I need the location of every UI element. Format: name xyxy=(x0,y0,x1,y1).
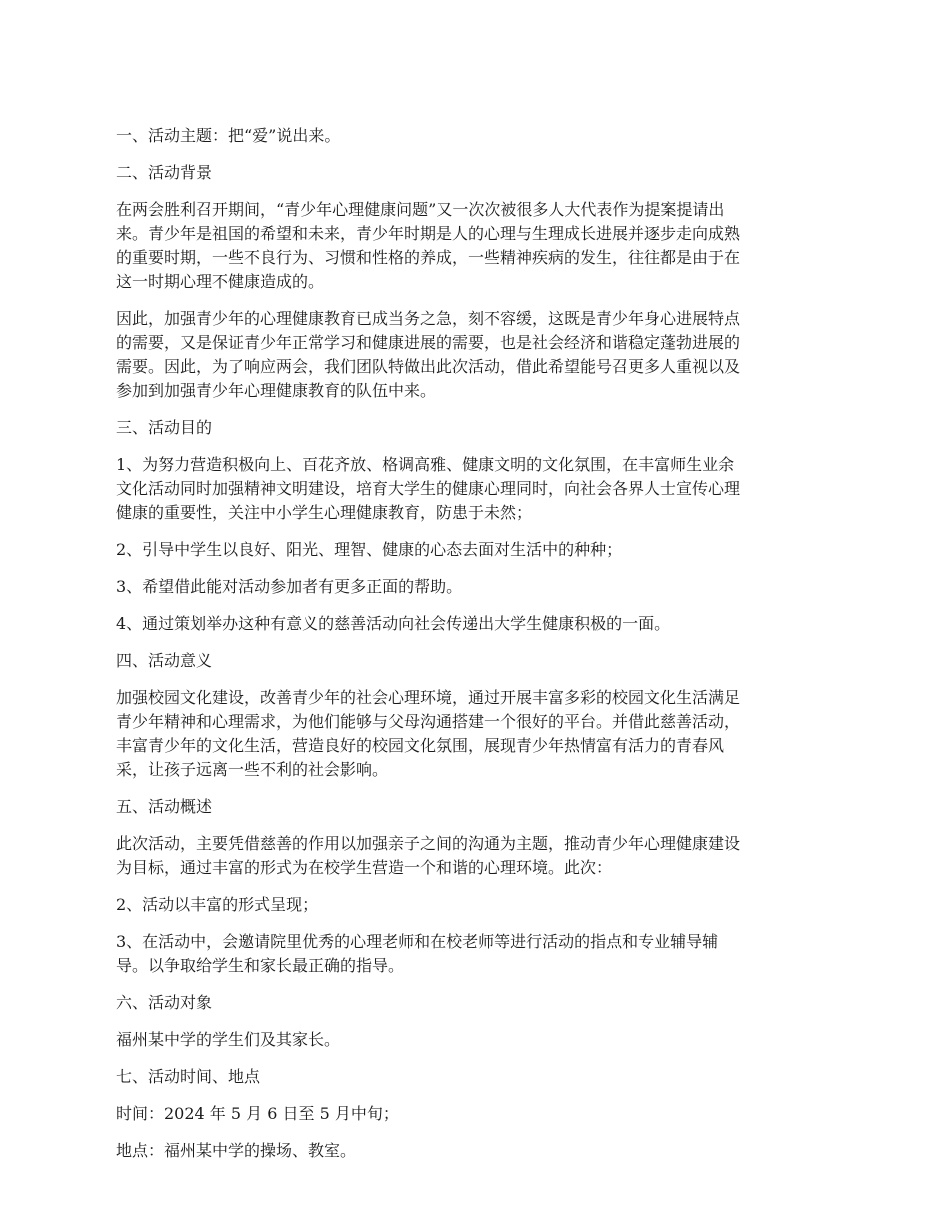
text-line: 因此，加强青少年的心理健康教育已成当务之急，刻不容缓，这既是青少年身心进展特点 xyxy=(116,309,741,328)
paragraph xyxy=(116,991,842,1015)
paragraph xyxy=(116,612,842,636)
text-line: 福州某中学的学生们及其家长。 xyxy=(116,1030,341,1049)
text-line: 三、活动目的 xyxy=(116,418,213,437)
text-line: 二、活动背景 xyxy=(116,163,213,182)
text-line: 3、希望借此能对活动参加者有更多正面的帮助。 xyxy=(116,577,463,596)
text-line: 2、活动以丰富的形式呈现； xyxy=(116,895,319,914)
paragraph xyxy=(116,453,842,525)
text-line: 参加到加强青少年心理健康教育的队伍中来。 xyxy=(116,381,437,400)
paragraph xyxy=(116,1139,842,1163)
text-line: 采，让孩子远离一些不利的社会影响。 xyxy=(116,760,389,779)
text-line: 需要。因此，为了响应两会，我们团队特做出此次活动，借此希望能号召更多人重视以及 xyxy=(116,357,741,376)
text-line: 的重要时期，一些不良行为、习惯和性格的养成，一些精神疾病的发生，往往都是由于在 xyxy=(116,248,741,267)
text-line: 这一时期心理不健康造成的。 xyxy=(116,272,325,291)
text-line: 文化活动同时加强精神文明建设，培育大学生的健康心理同时，向社会各界人士宣传心理 xyxy=(116,479,741,498)
text-line: 3、在活动中，会邀请院里优秀的心理老师和在校老师等进行活动的指点和专业辅导辅 xyxy=(116,932,719,951)
text-line: 丰富青少年的文化生活，营造良好的校园文化氛围，展现青少年热情富有活力的青春风 xyxy=(116,736,725,755)
paragraph xyxy=(116,832,842,880)
text-line: 此次活动，主要凭借慈善的作用以加强亲子之间的沟通为主题，推动青少年心理健康建设 xyxy=(116,834,741,853)
text-line: 四、活动意义 xyxy=(116,651,213,670)
text-line: 六、活动对象 xyxy=(116,993,213,1012)
paragraph xyxy=(116,1028,842,1052)
paragraph xyxy=(116,124,842,148)
paragraph xyxy=(116,649,842,673)
text-line: 加强校园文化建设，改善青少年的社会心理环境，通过开展丰富多彩的校园文化生活满足 xyxy=(116,688,741,707)
paragraph xyxy=(116,1102,842,1126)
paragraph xyxy=(116,307,842,403)
text-line: 地点：福州某中学的操场、教室。 xyxy=(116,1141,357,1160)
text-line: 4、通过策划举办这种有意义的慈善活动向社会传递出大学生健康积极的一面。 xyxy=(116,614,671,633)
text-line: 七、活动时间、地点 xyxy=(116,1067,261,1086)
paragraph xyxy=(116,198,842,294)
text-line: 在两会胜利召开期间，“青少年心理健康问题”又一次次被很多人大代表作为提案提请出 xyxy=(116,200,725,219)
text-line: 为目标，通过丰富的形式为在校学生营造一个和谐的心理环境。此次： xyxy=(116,858,613,877)
paragraph xyxy=(116,686,842,782)
text-line: 导。以争取给学生和家长最正确的指导。 xyxy=(116,956,405,975)
text-line: 的需要，又是保证青少年正常学习和健康进展的需要，也是社会经济和谐稳定蓬勃进展的 xyxy=(116,333,741,352)
text-line: 青少年精神和心理需求，为他们能够与父母沟通搭建一个很好的平台。并借此慈善活动， xyxy=(116,712,741,731)
text-line: 五、活动概述 xyxy=(116,797,213,816)
paragraph xyxy=(116,416,842,440)
paragraph xyxy=(116,893,842,917)
text-line: 时间：2024 年 5 月 6 日至 5 月中旬； xyxy=(116,1104,399,1123)
paragraph xyxy=(116,161,842,185)
text-line: 来。青少年是祖国的希望和未来，青少年时期是人的心理与生理成长进展并逐步走向成熟 xyxy=(116,224,741,243)
paragraph xyxy=(116,538,842,562)
text-line: 2、引导中学生以良好、阳光、理智、健康的心态去面对生活中的种种； xyxy=(116,540,623,559)
text-line: 一、活动主题：把“爱”说出来。 xyxy=(116,126,341,145)
document-body xyxy=(116,124,842,1163)
paragraph xyxy=(116,1065,842,1089)
text-line: 1、为努力营造积极向上、百花齐放、格调高雅、健康文明的文化氛围，在丰富师生业余 xyxy=(116,455,735,474)
paragraph xyxy=(116,575,842,599)
paragraph xyxy=(116,930,842,978)
text-line: 健康的重要性，关注中小学生心理健康教育，防患于未然； xyxy=(116,503,533,522)
paragraph xyxy=(116,795,842,819)
